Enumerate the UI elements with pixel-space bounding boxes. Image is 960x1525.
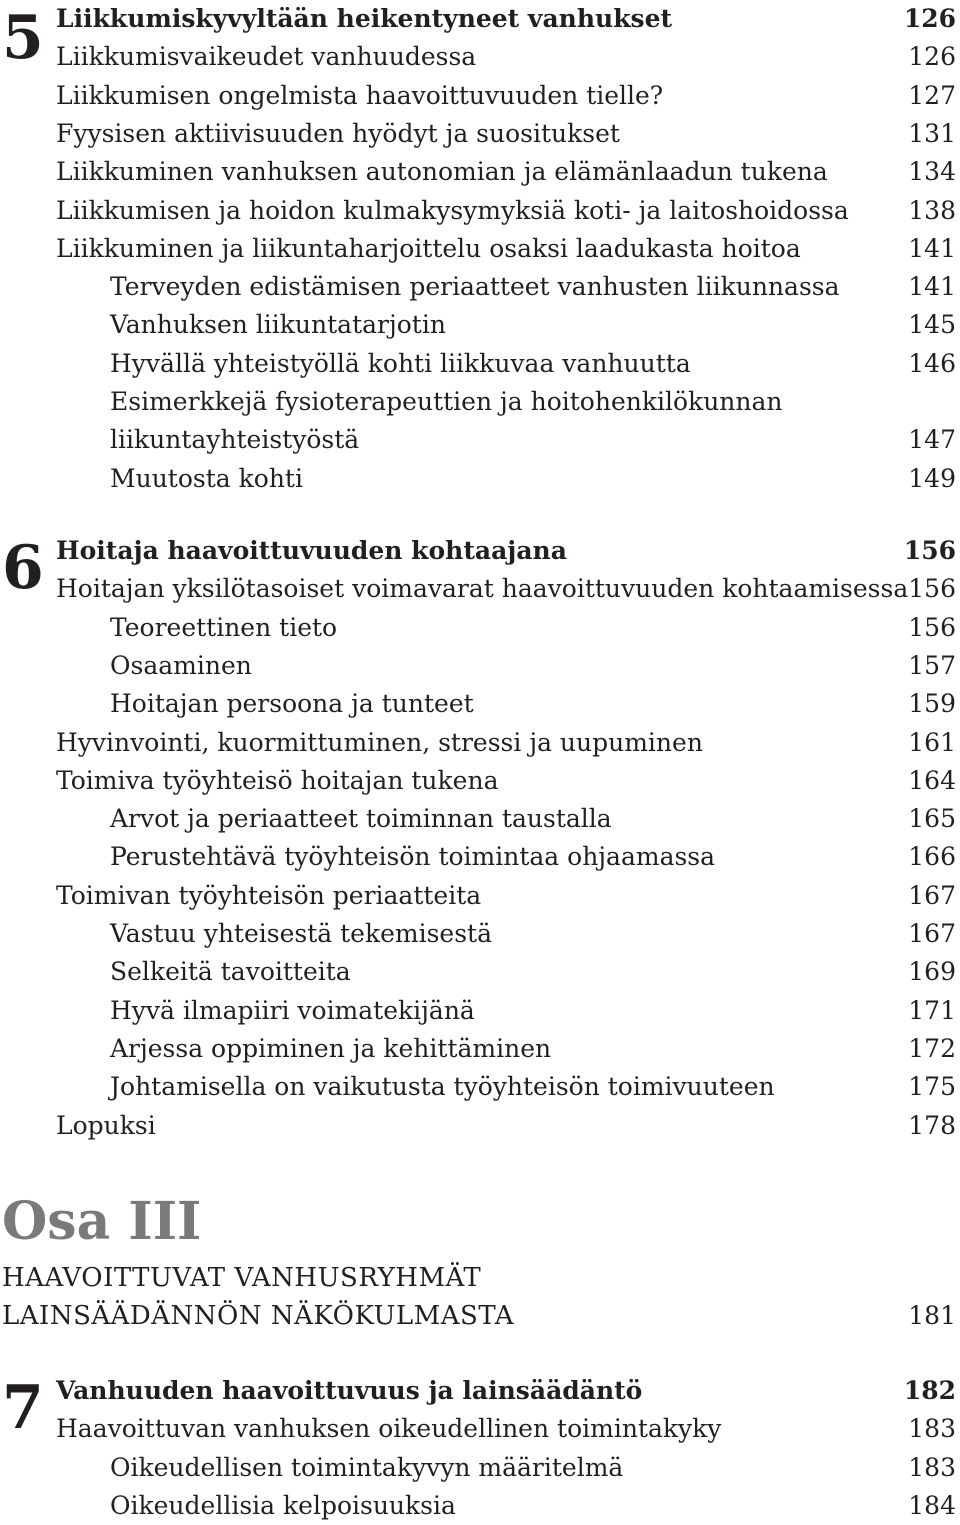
part-page-number: 181 (908, 1301, 956, 1330)
toc-entry[interactable] (0, 647, 960, 685)
toc-entry-page: 167 (908, 880, 956, 910)
toc-entry-page: 164 (908, 765, 956, 795)
toc-entry-page: 156 (903, 536, 956, 565)
toc-entry-page: 126 (903, 4, 956, 33)
part-title-line-2: LAINSÄÄDÄNNÖN NÄKÖKULMASTA (2, 1301, 515, 1331)
toc-entry[interactable] (0, 345, 960, 383)
toc-entry-page: 156 (908, 612, 956, 642)
chapter-number: 6 (2, 533, 44, 603)
toc-entry[interactable] (0, 992, 960, 1030)
toc-entry[interactable] (0, 685, 960, 723)
toc-entry-title: Liikkuminen vanhuksen autonomian ja elämänlaadun tukena (56, 157, 828, 187)
toc-entry[interactable] (0, 762, 960, 800)
toc-entry[interactable] (0, 115, 960, 153)
toc-entry[interactable] (0, 800, 960, 838)
toc-entry-title: Lopuksi (56, 1110, 156, 1140)
chapter-number: 5 (2, 3, 44, 73)
toc-entry-page: 126 (908, 42, 956, 72)
toc-entry-title: Liikkumisen ja hoidon kulmakysymyksiä koti- ja laitoshoidossa (56, 195, 849, 225)
toc-entry-title: Arvot ja periaatteet toiminnan taustalla (110, 804, 612, 834)
toc-entry-title: Muutosta kohti (110, 463, 303, 493)
toc-entry[interactable] (0, 877, 960, 915)
toc-entry-page: 159 (908, 689, 956, 719)
toc-entry-page: 165 (908, 804, 956, 834)
toc-entry-page: 182 (903, 1376, 956, 1405)
toc-entry-title: Liikkumisvaikeudet vanhuudessa (56, 42, 477, 72)
toc-entry-page: 147 (908, 425, 956, 455)
toc-entry-page: 134 (908, 157, 956, 187)
toc-entry-title: Vanhuuden haavoittuvuus ja lainsäädäntö (56, 1376, 643, 1405)
toc-entry-page: 138 (908, 195, 956, 225)
toc-entry[interactable] (0, 724, 960, 762)
toc-entry-title: Liikkuminen ja liikuntaharjoittelu osaksi laadukasta hoitoa (56, 233, 801, 263)
toc-entry-title: Johtamisella on vaikutusta työyhteisön toimivuuteen (110, 1072, 775, 1102)
toc-entry-title: Esimerkkejä fysioterapeuttien ja hoitohenkilökunnan (110, 387, 783, 416)
toc-entry-page: 156 (908, 574, 956, 604)
toc-entry-title: Hoitajan yksilötasoiset voimavarat haavoittuvuuden kohtaamisessa (56, 574, 909, 604)
toc-entry-title: Toimiva työyhteisö hoitajan tukena (56, 765, 499, 795)
toc-entry-title: Fyysisen aktiivisuuden hyödyt ja suositukset (56, 118, 620, 148)
toc-entry-page: 161 (908, 727, 956, 757)
toc-entry-title: Toimivan työyhteisön periaatteita (56, 880, 482, 910)
chapter-number: 7 (2, 1373, 44, 1443)
toc-entry-page: 172 (908, 1033, 956, 1063)
toc-entry-page: 157 (908, 650, 956, 680)
part-title-line-1: HAAVOITTUVAT VANHUSRYHMÄT (2, 1263, 482, 1293)
toc-entry-page: 146 (908, 348, 956, 378)
toc-entry[interactable] (0, 1068, 960, 1106)
toc-entry[interactable] (0, 953, 960, 991)
toc-entry-page: 166 (908, 842, 956, 872)
toc-entry-page: 171 (908, 995, 956, 1025)
toc-entry-title: Liikkumisen ongelmista haavoittuvuuden tielle? (56, 80, 664, 110)
toc-entry[interactable] (0, 460, 960, 498)
toc-entry-page: 175 (908, 1072, 956, 1102)
toc-entry-title: Liikkumiskyvyltään heikentyneet vanhukset (56, 4, 673, 33)
toc-entry[interactable] (0, 1107, 960, 1145)
part-label: Osa III (2, 1191, 202, 1252)
toc-entry-title: Hyvä ilmapiiri voimatekijänä (110, 995, 475, 1025)
toc-entry-page: 169 (908, 957, 956, 987)
toc-entry-title: liikuntayhteistyöstä (110, 425, 360, 455)
toc-entry[interactable] (0, 609, 960, 647)
toc-entry-title: Vastuu yhteisestä tekemisestä (110, 919, 492, 948)
toc-entry-page: 131 (908, 118, 956, 148)
toc-entry[interactable] (0, 38, 960, 76)
toc-entry-title: Hyvällä yhteistyöllä kohti liikkuvaa vanhuutta (110, 348, 691, 378)
toc-entry-page: 145 (908, 310, 956, 340)
toc-entry-page: 141 (908, 272, 956, 302)
toc-entry-title: Oikeudellisen toimintakyvyn määritelmä (110, 1452, 624, 1482)
toc-entry[interactable] (0, 192, 960, 230)
toc-entry-page: 183 (908, 1452, 956, 1482)
toc-entry[interactable] (0, 1449, 960, 1487)
toc-entry[interactable] (0, 1372, 960, 1410)
toc-entry[interactable] (0, 306, 960, 344)
toc-entry-title: Hoitaja haavoittuvuuden kohtaajana (56, 536, 567, 565)
toc-entry-page: 167 (908, 919, 956, 948)
toc-entry-page: 127 (908, 80, 956, 110)
toc-entry[interactable] (0, 0, 960, 38)
toc-entry[interactable] (0, 1487, 960, 1525)
toc-entry-title: Arjessa oppiminen ja kehittäminen (110, 1033, 552, 1063)
toc-entry[interactable] (0, 570, 960, 608)
toc-entry-page: 141 (908, 233, 956, 263)
toc-entry-title: Perustehtävä työyhteisön toimintaa ohjaamassa (110, 842, 716, 872)
toc-entry-title: Selkeitä tavoitteita (110, 957, 351, 987)
toc-entry[interactable] (0, 77, 960, 115)
toc-entry[interactable] (0, 838, 960, 876)
toc-entry-title: Vanhuksen liikuntatarjotin (110, 310, 446, 340)
toc-entry[interactable] (0, 1030, 960, 1068)
toc-entry-title: Oikeudellisia kelpoisuuksia (110, 1490, 456, 1520)
toc-entry[interactable] (0, 421, 960, 459)
toc-entry-page: 149 (908, 463, 956, 493)
toc-entry[interactable] (0, 1410, 960, 1448)
toc-entry-page: 184 (908, 1490, 956, 1520)
toc-entry-title: Hyvinvointi, kuormittuminen, stressi ja uupuminen (56, 727, 703, 757)
toc-entry[interactable] (0, 268, 960, 306)
toc-entry-title: Haavoittuvan vanhuksen oikeudellinen toimintakyky (56, 1414, 722, 1444)
toc-entry-title: Osaaminen (110, 650, 252, 680)
toc-entry[interactable] (0, 230, 960, 268)
toc-entry[interactable] (0, 532, 960, 570)
toc-entry-page: 178 (908, 1110, 956, 1140)
toc-entry[interactable] (0, 915, 960, 953)
toc-entry-title: Terveyden edistämisen periaatteet vanhusten liikunnassa (110, 272, 840, 302)
toc-entry[interactable] (0, 153, 960, 191)
toc-entry-title: Teoreettinen tieto (110, 612, 338, 642)
toc-entry[interactable] (0, 383, 960, 421)
toc-entry-title: Hoitajan persoona ja tunteet (110, 689, 474, 719)
toc-entry-page: 183 (908, 1414, 956, 1444)
